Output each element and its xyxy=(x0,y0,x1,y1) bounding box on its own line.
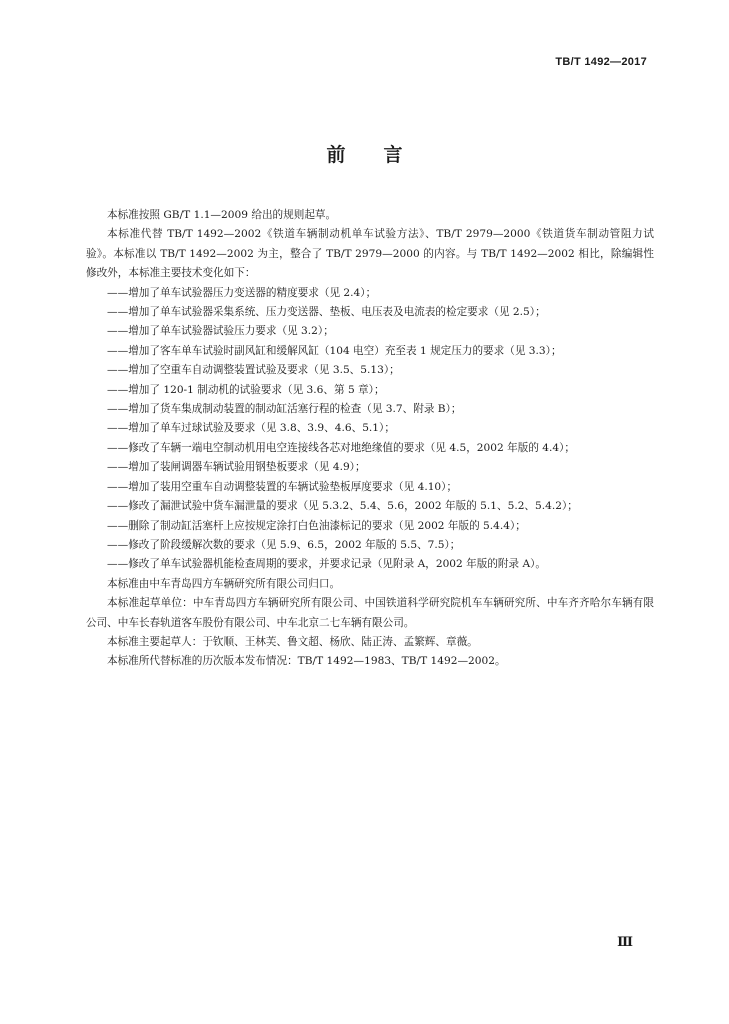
paragraph-drafting-rule: 本标准按照 GB/T 1.1—2009 给出的规则起草。 xyxy=(107,209,337,221)
paragraph-drafting-units: 本标准起草单位：中车青岛四方车辆研究所有限公司、中国铁道科学研究院机车车辆研究所、中车齐齐哈尔车辆有限公司、中车长春轨道客车股份有限公司、中车北京二七车辆有限公司。 xyxy=(86,597,654,629)
change-item: ——增加了单车试验器压力变送器的精度要求（见 2.4）； xyxy=(107,286,377,299)
standard-code-header: TB/T 1492—2017 xyxy=(555,56,647,68)
change-item: ——增加了装闸调器车辆试验用钢垫板要求（见 4.9）； xyxy=(107,461,366,474)
change-item: ——增加了 120-1 制动机的试验要求（见 3.6、第 5 章）； xyxy=(107,383,385,396)
page-title: 前言 xyxy=(326,144,441,166)
change-item: ——修改了漏泄试验中货车漏泄量的要求（见 5.3.2、5.4、5.6，2002 年版的 5.1、5.2、5.4.2）； xyxy=(107,500,578,513)
change-item: ——修改了车辆一端电空制动机用电空连接线各芯对地绝缘值的要求（见 4.5，2002 年版的 4.4）； xyxy=(107,441,576,454)
change-item: ——删除了制动缸活塞杆上应按规定涂打白色油漆标记的要求（见 2002 年版的 5.4.4）； xyxy=(107,519,526,532)
foreword-body xyxy=(86,206,654,672)
change-item: ——增加了空重车自动调整装置试验及要求（见 3.5、5.13）； xyxy=(107,364,400,377)
change-item: ——增加了装用空重车自动调整装置的车辆试验垫板厚度要求（见 4.10）； xyxy=(107,480,458,493)
paragraph-replacement: 本标准代替 TB/T 1492—2002《铁道车辆制动机单车试验方法》、TB/T 2979—2000《铁道货车制动管阻力试验》。本标准以 TB/T 1492—2002 为主，整合了 TB/T 2979—2000 的内容。与 TB/T 1492—2002 相比，除编辑性修改外，本标准主要技术变化如下： xyxy=(86,228,654,280)
paragraph-drafters: 本标准主要起草人：于钦顺、王林芙、鲁文超、杨欣、陆正涛、孟繁辉、章薇。 xyxy=(107,635,478,648)
change-item: ——修改了单车试验器机能检查周期的要求，并要求记录（见附录 A，2002 年版的附录 A）。 xyxy=(107,558,547,571)
change-item: ——增加了客车单车试验时副风缸和缓解风缸（104 电空）充至表 1 规定压力的要求（见 3.3）； xyxy=(107,344,562,357)
change-item: ——增加了货车集成制动装置的制动缸活塞行程的检查（见 3.7、附录 B）； xyxy=(107,403,462,416)
paragraph-version-history: 本标准所代替标准的历次版本发布情况：TB/T 1492—1983、TB/T 1492—2002。 xyxy=(107,655,506,668)
change-item: ——增加了单车试验器试验压力要求（见 3.2）； xyxy=(107,325,334,338)
change-item: ——增加了单车试验器采集系统、压力变送器、垫板、电压表及电流表的检定要求（见 2.5）； xyxy=(107,306,546,319)
change-item: ——修改了阶段缓解次数的要求（见 5.9、6.5，2002 年版的 5.5、7.5）； xyxy=(107,538,461,551)
page-number: Ⅲ xyxy=(617,935,633,950)
paragraph-administered-by: 本标准由中车青岛四方车辆研究所有限公司归口。 xyxy=(107,577,341,590)
change-item: ——增加了单车过球试验及要求（见 3.8、3.9、4.6、5.1）； xyxy=(107,422,395,435)
